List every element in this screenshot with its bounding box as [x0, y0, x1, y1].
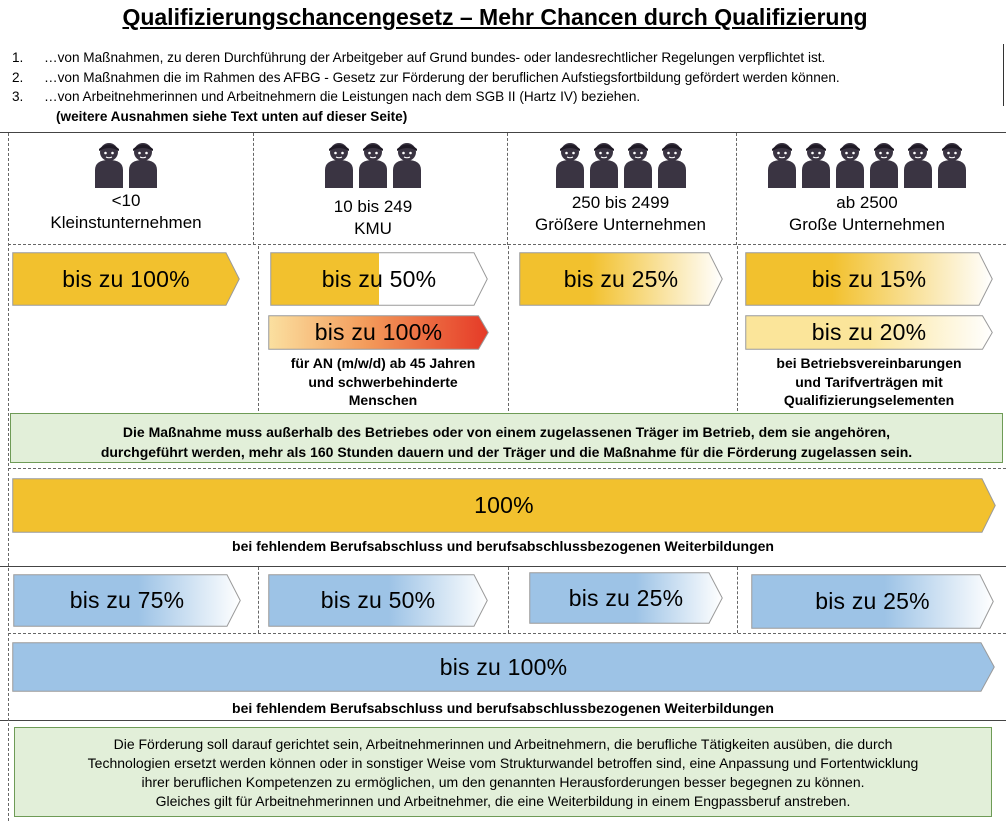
person-icon [357, 140, 389, 188]
people-icon [738, 140, 996, 188]
person-icon [622, 140, 654, 188]
divider [8, 133, 9, 821]
exceptions-list [12, 48, 840, 126]
wage-arrow-full: bis zu 100% [12, 642, 995, 692]
company-type: KMU [354, 219, 392, 238]
divider [253, 133, 254, 245]
kmu-caption: für AN (m/w/d) ab 45 Jahren und schwerbehinderte Menschen [290, 355, 476, 408]
exception-item: 2. …von Maßnahmen die im Rahmen des AFBG - Gesetz zur Förderung der beruflichen Aufstiegsfortbildung gefördert werden können. [12, 69, 840, 85]
divider [508, 246, 509, 411]
margin-line [1003, 44, 1004, 106]
divider [737, 567, 738, 633]
person-icon [936, 140, 968, 188]
wage-arrow: bis zu 25% [751, 574, 994, 629]
divider [508, 567, 509, 633]
people-icon [508, 140, 733, 188]
full-blue-caption: bei fehlendem Berufsabschluss und berufsabschlussbezogenen Weiterbildungen [232, 700, 774, 716]
people-icon [257, 140, 489, 188]
divider [736, 133, 737, 245]
funding-arrow: bis zu 50% [270, 252, 488, 306]
exceptions-note: (weitere Ausnahmen siehe Text unten auf dieser Seite) [56, 108, 408, 124]
company-size: ab 2500 [836, 193, 898, 212]
divider [0, 132, 1006, 133]
person-icon [323, 140, 355, 188]
person-icon [588, 140, 620, 188]
full-yellow-caption: bei fehlendem Berufsabschluss und berufsabschlussbezogenen Weiterbildungen [232, 538, 774, 554]
condition-box: Die Maßnahme muss außerhalb des Betriebes oder von einem zugelassenen Träger im Betrieb, dem sie angehören, durchgeführt werden, mehr als 160 Stunden dauern und der Träger und die Maßnahme für die Förderung zugelassen sein. [10, 413, 1003, 463]
funding-arrow-full: 100% [12, 478, 996, 533]
person-icon [902, 140, 934, 188]
person-icon [656, 140, 688, 188]
funding-arrow: bis zu 100% [12, 252, 240, 306]
person-icon [834, 140, 866, 188]
person-icon [766, 140, 798, 188]
divider [258, 567, 259, 633]
company-size: 250 bis 2499 [571, 193, 670, 212]
funding-arrow: bis zu 25% [519, 252, 723, 306]
divider [0, 720, 1006, 721]
person-icon [93, 140, 125, 188]
divider [8, 633, 1006, 634]
column-micro [10, 140, 242, 234]
person-icon [554, 140, 586, 188]
person-icon [800, 140, 832, 188]
column-large [508, 140, 733, 236]
funding-arrow: bis zu 15% [745, 252, 993, 306]
funding-arrow-extra: bis zu 20% [745, 315, 993, 350]
column-very-large [738, 140, 996, 236]
wage-arrow: bis zu 25% [529, 572, 723, 624]
people-icon [10, 140, 242, 188]
company-size: <10 [111, 191, 141, 210]
exception-item: 3. …von Arbeitnehmerinnen und Arbeitnehmern die Leistungen nach dem SGB II (Hartz IV) beziehen. [12, 89, 641, 104]
person-icon [868, 140, 900, 188]
company-type: Größere Unternehmen [534, 215, 707, 234]
person-icon [391, 140, 423, 188]
exception-item: 1. …von Maßnahmen, zu deren Durchführung der Arbeitgeber auf Grund bundes- oder landesrechtlicher Regelungen verpflichtet ist. [12, 50, 826, 65]
wage-arrow: bis zu 75% [13, 574, 241, 627]
info-box: Die Förderung soll darauf gerichtet sein, Arbeitnehmerinnen und Arbeitnehmern, die berufliche Tätigkeiten ausüben, die durch Technologien ersetzt werden können oder in sonstiger Weise vom Strukturwandel betroffen sind, eine Anpassung und Fortentwicklung ihrer beruflichen Kompetenzen zu ermöglichen, um den genannten Herausforderungen besser begegnen zu können. Gleiches gilt für Arbeitnehmerinnen und Arbeitnehmer, die eine Weiterbildung in einem Engpassberuf anstreben. [14, 727, 992, 817]
company-type: Kleinstunternehmen [50, 213, 202, 232]
column-kmu [257, 140, 489, 240]
large-caption: bei Betriebsvereinbarungen und Tarifverträgen mit Qualifizierungselementen [776, 355, 962, 408]
person-icon [127, 140, 159, 188]
company-size: 10 bis 249 [333, 197, 413, 216]
page-title: Qualifizierungschancengesetz – Mehr Chancen durch Qualifizierung [122, 4, 868, 30]
divider [0, 566, 1006, 567]
funding-arrow-extra: bis zu 100% [268, 315, 489, 350]
wage-arrow: bis zu 50% [268, 574, 488, 627]
divider [8, 468, 1006, 469]
company-type: Große Unternehmen [789, 215, 945, 234]
